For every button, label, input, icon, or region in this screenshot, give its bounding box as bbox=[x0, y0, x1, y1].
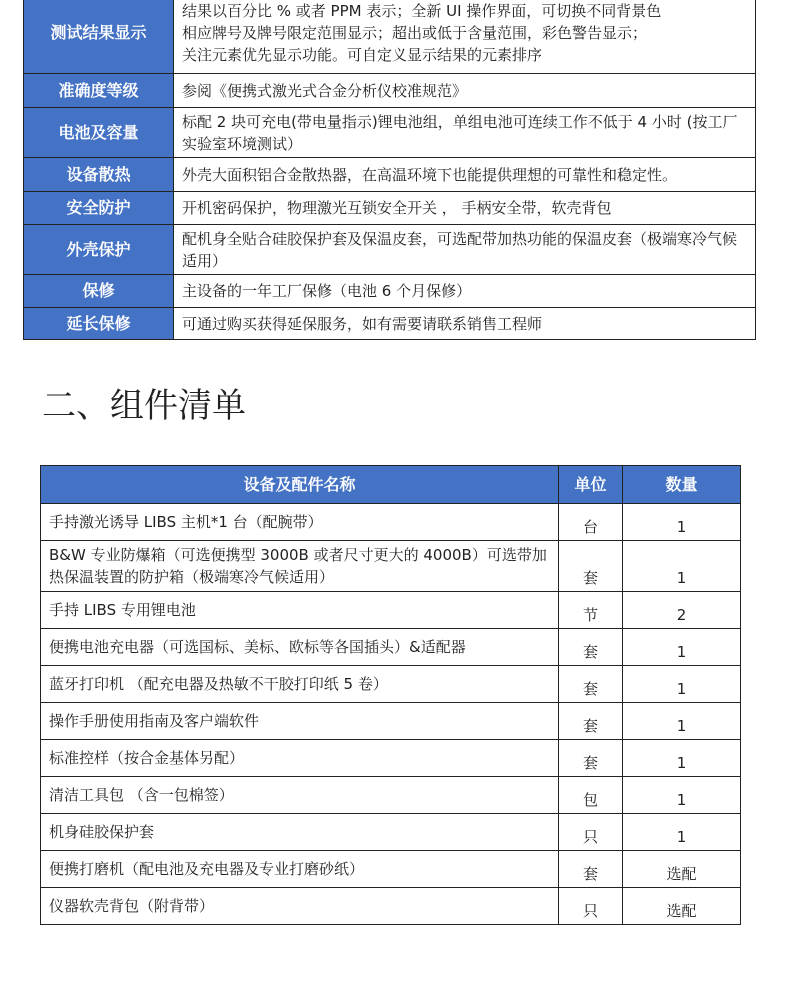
spec-label: 延长保修 bbox=[24, 308, 174, 340]
table-row bbox=[41, 666, 741, 703]
item-qty: 1 bbox=[623, 541, 741, 592]
spec-line: 外壳大面积铝合金散热器，在高温环境下也能提供理想的可靠性和稳定性。 bbox=[182, 165, 678, 184]
item-qty: 选配 bbox=[623, 888, 741, 925]
spec-row bbox=[24, 74, 756, 108]
item-qty: 1 bbox=[623, 814, 741, 851]
spec-row bbox=[24, 308, 756, 340]
spec-line: 可通过购买获得延保服务，如有需要请联系销售工程师 bbox=[182, 314, 543, 333]
table-row bbox=[41, 629, 741, 666]
spec-label: 安全防护 bbox=[24, 192, 174, 225]
item-name: 清洁工具包 （含一包棉签） bbox=[41, 777, 559, 814]
item-unit: 包 bbox=[559, 777, 623, 814]
spec-value bbox=[174, 158, 756, 192]
item-qty: 1 bbox=[623, 777, 741, 814]
item-unit: 套 bbox=[559, 629, 623, 666]
item-qty: 1 bbox=[623, 666, 741, 703]
item-qty: 1 bbox=[623, 703, 741, 740]
spec-value bbox=[174, 192, 756, 225]
item-unit: 套 bbox=[559, 666, 623, 703]
item-unit: 只 bbox=[559, 888, 623, 925]
item-qty: 1 bbox=[623, 504, 741, 541]
spec-row bbox=[24, 108, 756, 158]
spec-line: 开机密码保护，物理激光互锁安全开关 ， 手柄安全带，软壳背包 bbox=[182, 199, 612, 217]
spec-line: 主设备的一年工厂保修（电池 6 个月保修） bbox=[182, 282, 472, 300]
spec-line: 配机身全贴合硅胶保护套及保温皮套，可选配带加热功能的保温皮套（极端寒冷气候适用） bbox=[182, 229, 738, 270]
spec-value bbox=[174, 74, 756, 108]
table-row bbox=[41, 541, 741, 592]
spec-row bbox=[24, 158, 756, 192]
item-name: 手持激光诱导 LIBS 主机*1 台（配腕带） bbox=[41, 504, 559, 541]
item-unit: 节 bbox=[559, 592, 623, 629]
table-row bbox=[41, 592, 741, 629]
spec-row bbox=[24, 225, 756, 275]
header-unit: 单位 bbox=[559, 466, 623, 504]
spec-label: 外壳保护 bbox=[24, 225, 174, 275]
spec-label: 准确度等级 bbox=[24, 74, 174, 108]
spec-row bbox=[24, 0, 756, 74]
parts-table bbox=[40, 465, 741, 925]
item-name: 手持 LIBS 专用锂电池 bbox=[41, 592, 559, 629]
spec-line: 结果以百分比 % 或者 PPM 表示；全新 UI 操作界面，可切换不同背景色 bbox=[182, 2, 662, 20]
spec-row bbox=[24, 275, 756, 308]
item-unit: 套 bbox=[559, 541, 623, 592]
spec-label: 电池及容量 bbox=[24, 108, 174, 158]
table-row bbox=[41, 851, 741, 888]
table-row bbox=[41, 888, 741, 925]
spec-label: 保修 bbox=[24, 275, 174, 308]
spec-table bbox=[23, 0, 756, 340]
spec-row bbox=[24, 192, 756, 225]
item-qty: 2 bbox=[623, 592, 741, 629]
spec-value bbox=[174, 108, 756, 158]
spec-line: 关注元素优先显示功能。可自定义显示结果的元素排序 bbox=[182, 46, 543, 64]
spec-value bbox=[174, 308, 756, 340]
table-row bbox=[41, 703, 741, 740]
item-unit: 只 bbox=[559, 814, 623, 851]
spec-line: 参阅《便携式激光式合金分析仪校准规范》 bbox=[182, 81, 468, 100]
table-row bbox=[41, 814, 741, 851]
table-row bbox=[41, 504, 741, 541]
item-unit: 套 bbox=[559, 703, 623, 740]
spec-line: 标配 2 块可充电(带电量指示)锂电池组，单组电池可连续工作不低于 4 小时 (按工厂实验室环境测试） bbox=[182, 112, 738, 153]
item-name: 操作手册使用指南及客户端软件 bbox=[41, 703, 559, 740]
spec-label: 设备散热 bbox=[24, 158, 174, 192]
item-name: 蓝牙打印机 （配充电器及热敏不干胶打印纸 5 卷） bbox=[41, 666, 559, 703]
spec-value bbox=[174, 275, 756, 308]
item-name: 标准控样（按合金基体另配） bbox=[41, 740, 559, 777]
item-name: 机身硅胶保护套 bbox=[41, 814, 559, 851]
header-qty: 数量 bbox=[623, 466, 741, 504]
item-name: 仪器软壳背包（附背带） bbox=[41, 888, 559, 925]
spec-label: 测试结果显示 bbox=[24, 0, 174, 74]
table-header bbox=[41, 466, 741, 504]
spec-line: 相应牌号及牌号限定范围显示；超出或低于含量范围，彩色警告显示； bbox=[182, 24, 648, 42]
table-row bbox=[41, 740, 741, 777]
item-unit: 台 bbox=[559, 504, 623, 541]
item-name: 便携打磨机（配电池及充电器及专业打磨砂纸） bbox=[41, 851, 559, 888]
spec-value bbox=[174, 225, 756, 275]
spec-value bbox=[174, 0, 756, 74]
item-qty: 1 bbox=[623, 629, 741, 666]
table-row bbox=[41, 777, 741, 814]
section-title: 二、组件清单 bbox=[42, 386, 246, 426]
item-unit: 套 bbox=[559, 851, 623, 888]
item-unit: 套 bbox=[559, 740, 623, 777]
item-name: 便携电池充电器（可选国标、美标、欧标等各国插头）&适配器 bbox=[41, 629, 559, 666]
header-name: 设备及配件名称 bbox=[41, 466, 559, 504]
item-qty: 选配 bbox=[623, 851, 741, 888]
item-name: B&W 专业防爆箱（可选便携型 3000B 或者尺寸更大的 4000B）可选带加热保温装置的防护箱（极端寒冷气候适用） bbox=[41, 541, 559, 592]
item-qty: 1 bbox=[623, 740, 741, 777]
